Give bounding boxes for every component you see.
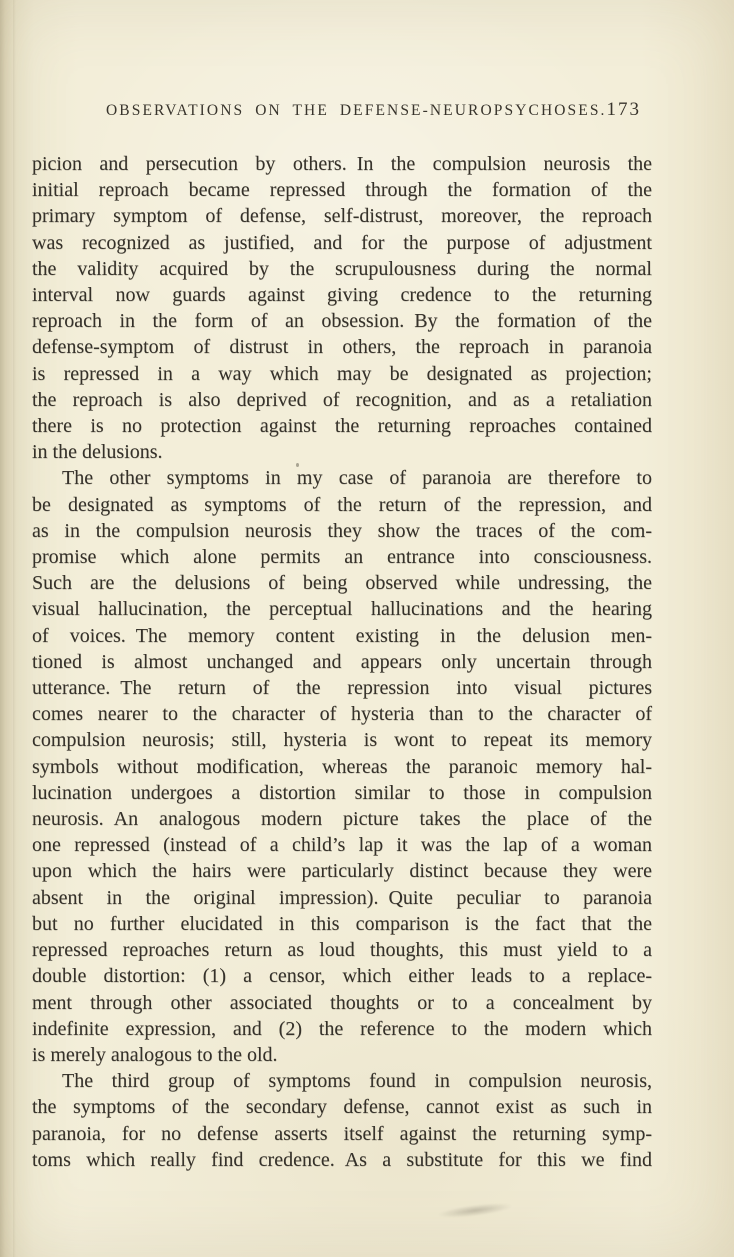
text-line: compulsion neurosis; still, hysteria is wont to repeat its memory — [32, 729, 652, 752]
text-line: The other symptoms in my case of paranoia are therefore to — [62, 467, 652, 490]
text-line: the reproach is also deprived of recognition, and as a retaliation — [32, 388, 652, 411]
ink-speck — [296, 463, 299, 467]
text-line: absent in the original impression). Quite peculiar to paranoia — [32, 886, 652, 909]
text-line: comes nearer to the character of hysteria than to the character of — [32, 703, 652, 726]
text-line: there is no protection against the returning reproaches contained — [32, 415, 652, 438]
page-number: 173 — [606, 99, 642, 120]
header-title: OBSERVATIONS ON THE DEFENSE-NEUROPSYCHOSES. — [106, 102, 607, 119]
text-line: Such are the delusions of being observed while undressing, the — [32, 572, 652, 595]
text-line: lucination undergoes a distortion similar to those in compulsion — [32, 781, 652, 804]
text-line: primary symptom of defense, self-distrust, moreover, the reproach — [32, 205, 652, 228]
body-text — [32, 151, 652, 1173]
text-line: paranoia, for no defense asserts itself against the returning symp- — [32, 1122, 652, 1145]
text-line: is merely analogous to the old. — [32, 1043, 278, 1066]
text-line: visual hallucination, the perceptual hallucinations and the hearing — [32, 598, 652, 621]
text-line: in the delusions. — [32, 441, 163, 464]
text-line: be designated as symptoms of the return of the repression, and — [32, 493, 652, 516]
running-header — [32, 99, 652, 121]
text-line: of voices. The memory content existing in the delusion men- — [32, 624, 652, 647]
text-line: interval now guards against giving credence to the returning — [32, 284, 652, 307]
text-line: The third group of symptoms found in compulsion neurosis, — [62, 1070, 652, 1093]
text-line: toms which really find credence. As a substitute for this we find — [32, 1148, 652, 1171]
text-line: reproach in the form of an obsession. By the formation of the — [32, 310, 652, 333]
text-line: double distortion: (1) a censor, which either leads to a replace- — [32, 965, 652, 988]
text-line: defense-symptom of distrust in others, the reproach in paranoia — [32, 336, 652, 359]
text-line: promise which alone permits an entrance into consciousness. — [32, 546, 652, 569]
text-line: symbols without modification, whereas the paranoic memory hal- — [32, 755, 652, 778]
pencil-smudge — [438, 1201, 513, 1221]
text-line: one repressed (instead of a child’s lap it was the lap of a woman — [32, 834, 652, 857]
text-line: is repressed in a way which may be designated as projection; — [32, 362, 652, 385]
text-line: picion and persecution by others. In the compulsion neurosis the — [32, 153, 652, 175]
text-line: as in the compulsion neurosis they show the traces of the com- — [32, 519, 652, 542]
text-line: ment through other associated thoughts or to a concealment by — [32, 991, 652, 1014]
text-line: upon which the hairs were particularly distinct because they were — [32, 860, 652, 883]
text-line: neurosis. An analogous modern picture takes the place of the — [32, 808, 652, 831]
text-line: initial reproach became repressed through the formation of the — [32, 179, 652, 202]
text-line: tioned is almost unchanged and appears only uncertain through — [32, 650, 652, 673]
page-crease — [13, 0, 16, 1257]
text-line: repressed reproaches return as loud thoughts, this must yield to a — [32, 939, 652, 962]
text-line: was recognized as justified, and for the purpose of adjustment — [32, 231, 652, 254]
text-line: utterance. The return of the repression into visual pictures — [32, 677, 652, 700]
text-line: the symptoms of the secondary defense, cannot exist as such in — [32, 1096, 652, 1119]
text-line: indefinite expression, and (2) the reference to the modern which — [32, 1017, 652, 1040]
text-line: the validity acquired by the scrupulousness during the normal — [32, 257, 652, 280]
text-line: but no further elucidated in this comparison is the fact that the — [32, 912, 652, 935]
